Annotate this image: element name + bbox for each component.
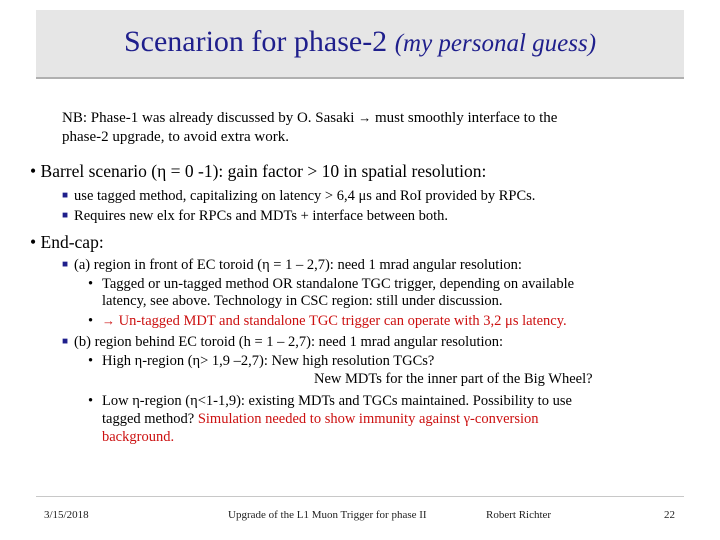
nb-text: NB: Phase-1 was already discussed by O. Sasaki	[62, 110, 355, 126]
region-a	[62, 256, 522, 276]
a-item-1-line-2: latency, see above. Technology in CSC region: still under discussion.	[102, 293, 503, 309]
title-subtitle: (my personal guess)	[394, 30, 597, 57]
footer-talk-title: Upgrade of the L1 Muon Trigger for phase II	[228, 509, 427, 521]
b-item-1-line-1: High η-region (η> 1,9 –2,7): New high resolution TGCs?	[102, 353, 435, 369]
nb-line-2: phase-2 upgrade, to avoid extra work.	[62, 129, 290, 145]
barrel-text: Barrel scenario (η = 0 -1): gain factor > 10 in spatial resolution:	[40, 161, 487, 181]
a-item-2	[102, 313, 567, 329]
footer-divider	[36, 496, 684, 497]
title-underline	[36, 77, 684, 79]
footer-author: Robert Richter	[486, 509, 552, 521]
nb-line-1	[62, 108, 557, 128]
b-item-1-bullet: •	[88, 353, 94, 369]
a-item-1-bullet: •	[88, 276, 94, 292]
region-b	[62, 333, 503, 353]
barrel-sub-2	[62, 207, 448, 227]
slide-title	[36, 22, 684, 64]
a-item-2-bullet: •	[88, 313, 94, 329]
square-bullet-icon: ■	[62, 210, 69, 221]
bullet-icon: •	[30, 232, 37, 252]
footer-date: 3/15/2018	[44, 509, 89, 521]
barrel-sub-2-text: Requires new elx for RPCs and MDTs + interface between both.	[74, 208, 449, 224]
region-b-text: (b) region behind EC toroid (h = 1 – 2,7): need 1 mrad angular resolution:	[74, 334, 504, 350]
b-item-1-line-2: New MDTs for the inner part of the Big Wheel?	[314, 371, 593, 387]
b-item-2-line-1: Low η-region (η<1-1,9): existing MDTs and TGCs maintained. Possibility to use	[102, 393, 572, 409]
footer-page-number: 22	[664, 509, 675, 521]
b-item-2-line-2	[102, 411, 539, 427]
barrel-sub-1	[62, 187, 535, 207]
arrow-icon: →	[102, 313, 115, 328]
square-bullet-icon: ■	[62, 336, 69, 347]
barrel-sub-1-text: use tagged method, capitalizing on latency > 6,4 μs and RoI provided by RPCs.	[74, 188, 536, 204]
b-item-2-line-3: background.	[102, 429, 175, 445]
a-item-1-line-1: Tagged or un-tagged method OR standalone TGC trigger, depending on available	[102, 276, 575, 292]
arrow-icon: →	[358, 110, 372, 125]
region-a-text: (a) region in front of EC toroid (η = 1 – 2,7): need 1 mrad angular resolution:	[74, 257, 522, 273]
b-item-2-bullet: •	[88, 393, 94, 409]
b-item-2-text-a: tagged method?	[102, 411, 198, 427]
bullet-barrel	[30, 160, 486, 182]
bullet-icon: •	[30, 161, 37, 181]
title-main: Scenarion for phase-2	[123, 25, 388, 58]
bullet-endcap	[30, 231, 104, 253]
a-item-2-text: Un-tagged MDT and standalone TGC trigger can operate with 3,2 μs latency.	[118, 313, 567, 329]
endcap-text: End-cap:	[40, 232, 104, 252]
square-bullet-icon: ■	[62, 190, 69, 201]
b-item-2-text-b: Simulation needed to show immunity against γ-conversion	[197, 411, 539, 427]
square-bullet-icon: ■	[62, 259, 69, 270]
nb-text-end: must smoothly interface to the	[371, 110, 558, 126]
